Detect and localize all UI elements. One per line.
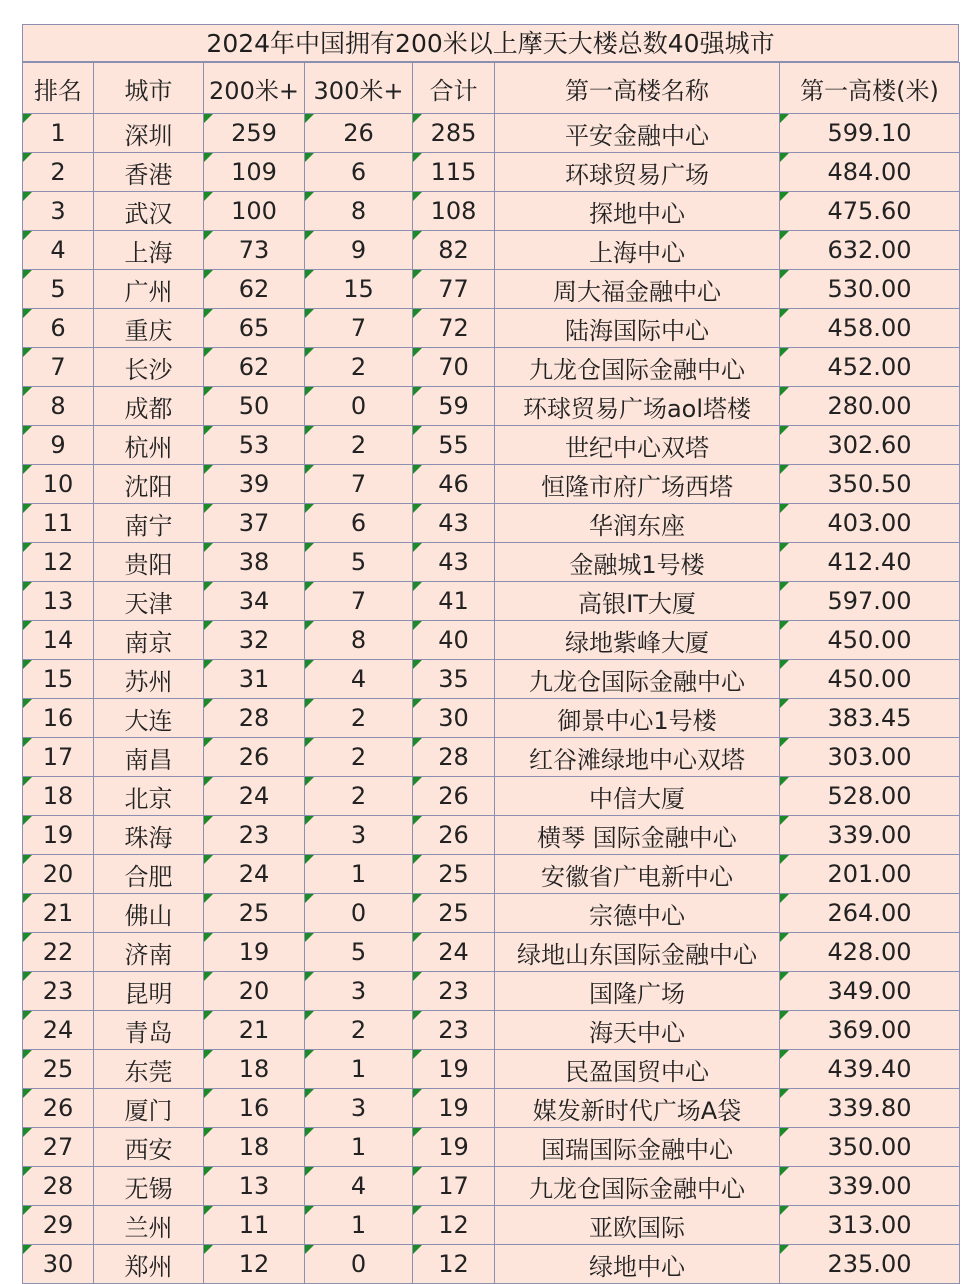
tallest-name-cell: 亚欧国际 xyxy=(495,1206,780,1245)
rank-cell: 1 xyxy=(23,114,94,153)
tallest-height-cell: 369.00 xyxy=(780,1011,960,1050)
rank-cell: 10 xyxy=(23,465,94,504)
count-300m-cell: 1 xyxy=(305,1128,413,1167)
rank-cell: 20 xyxy=(23,855,94,894)
table-row xyxy=(23,621,960,660)
total-cell: 43 xyxy=(413,543,495,582)
count-300m-cell: 5 xyxy=(305,933,413,972)
header-tallest-name: 第一高楼名称 xyxy=(495,63,780,114)
city-cell: 郑州 xyxy=(94,1245,204,1284)
rank-cell: 8 xyxy=(23,387,94,426)
tallest-name-cell: 华润东座 xyxy=(495,504,780,543)
total-cell: 55 xyxy=(413,426,495,465)
table-row xyxy=(23,348,960,387)
table-row xyxy=(23,1245,960,1284)
city-cell: 上海 xyxy=(94,231,204,270)
header-total: 合计 xyxy=(413,63,495,114)
count-300m-cell: 3 xyxy=(305,1089,413,1128)
tallest-name-cell: 绿地中心 xyxy=(495,1245,780,1284)
rank-cell: 26 xyxy=(23,1089,94,1128)
tallest-height-cell: 264.00 xyxy=(780,894,960,933)
tallest-height-cell: 599.10 xyxy=(780,114,960,153)
tallest-name-cell: 国瑞国际金融中心 xyxy=(495,1128,780,1167)
rank-cell: 16 xyxy=(23,699,94,738)
table-row xyxy=(23,1206,960,1245)
table-row xyxy=(23,270,960,309)
total-cell: 19 xyxy=(413,1089,495,1128)
city-cell: 珠海 xyxy=(94,816,204,855)
tallest-height-cell: 302.60 xyxy=(780,426,960,465)
rank-cell: 13 xyxy=(23,582,94,621)
count-300m-cell: 2 xyxy=(305,777,413,816)
table-row xyxy=(23,1050,960,1089)
count-200m-cell: 109 xyxy=(204,153,305,192)
tallest-height-cell: 484.00 xyxy=(780,153,960,192)
count-200m-cell: 16 xyxy=(204,1089,305,1128)
table-row xyxy=(23,1128,960,1167)
total-cell: 25 xyxy=(413,855,495,894)
tallest-name-cell: 世纪中心双塔 xyxy=(495,426,780,465)
count-300m-cell: 4 xyxy=(305,1167,413,1206)
count-200m-cell: 24 xyxy=(204,777,305,816)
total-cell: 72 xyxy=(413,309,495,348)
tallest-name-cell: 高银IT大厦 xyxy=(495,582,780,621)
table-body xyxy=(23,114,960,1284)
table-row xyxy=(23,1167,960,1206)
count-200m-cell: 20 xyxy=(204,972,305,1011)
city-cell: 苏州 xyxy=(94,660,204,699)
count-200m-cell: 25 xyxy=(204,894,305,933)
count-200m-cell: 21 xyxy=(204,1011,305,1050)
table-row xyxy=(23,777,960,816)
count-200m-cell: 23 xyxy=(204,816,305,855)
count-300m-cell: 6 xyxy=(305,504,413,543)
tallest-name-cell: 九龙仓国际金融中心 xyxy=(495,660,780,699)
table-row xyxy=(23,699,960,738)
total-cell: 43 xyxy=(413,504,495,543)
rank-cell: 6 xyxy=(23,309,94,348)
count-300m-cell: 0 xyxy=(305,1245,413,1284)
count-200m-cell: 39 xyxy=(204,465,305,504)
rank-cell: 23 xyxy=(23,972,94,1011)
total-cell: 285 xyxy=(413,114,495,153)
tallest-name-cell: 国隆广场 xyxy=(495,972,780,1011)
count-200m-cell: 26 xyxy=(204,738,305,777)
city-cell: 南昌 xyxy=(94,738,204,777)
rank-cell: 5 xyxy=(23,270,94,309)
total-cell: 17 xyxy=(413,1167,495,1206)
tallest-height-cell: 450.00 xyxy=(780,621,960,660)
city-cell: 重庆 xyxy=(94,309,204,348)
tallest-name-cell: 平安金融中心 xyxy=(495,114,780,153)
count-300m-cell: 26 xyxy=(305,114,413,153)
count-300m-cell: 2 xyxy=(305,738,413,777)
tallest-height-cell: 412.40 xyxy=(780,543,960,582)
rank-cell: 25 xyxy=(23,1050,94,1089)
tallest-height-cell: 303.00 xyxy=(780,738,960,777)
total-cell: 28 xyxy=(413,738,495,777)
tallest-name-cell: 恒隆市府广场西塔 xyxy=(495,465,780,504)
ranking-sheet xyxy=(22,24,959,1284)
city-cell: 北京 xyxy=(94,777,204,816)
city-cell: 合肥 xyxy=(94,855,204,894)
table-row xyxy=(23,153,960,192)
tallest-name-cell: 环球贸易广场 xyxy=(495,153,780,192)
tallest-height-cell: 475.60 xyxy=(780,192,960,231)
tallest-height-cell: 339.00 xyxy=(780,816,960,855)
header-200m: 200米+ xyxy=(204,63,305,114)
count-200m-cell: 31 xyxy=(204,660,305,699)
count-200m-cell: 34 xyxy=(204,582,305,621)
count-300m-cell: 15 xyxy=(305,270,413,309)
count-200m-cell: 32 xyxy=(204,621,305,660)
count-200m-cell: 38 xyxy=(204,543,305,582)
tallest-name-cell: 宗德中心 xyxy=(495,894,780,933)
city-cell: 长沙 xyxy=(94,348,204,387)
total-cell: 46 xyxy=(413,465,495,504)
city-cell: 天津 xyxy=(94,582,204,621)
table-row xyxy=(23,582,960,621)
count-300m-cell: 1 xyxy=(305,1206,413,1245)
total-cell: 41 xyxy=(413,582,495,621)
count-200m-cell: 13 xyxy=(204,1167,305,1206)
header-rank: 排名 xyxy=(23,63,94,114)
tallest-height-cell: 339.00 xyxy=(780,1167,960,1206)
count-300m-cell: 5 xyxy=(305,543,413,582)
count-300m-cell: 2 xyxy=(305,1011,413,1050)
tallest-name-cell: 安徽省广电新中心 xyxy=(495,855,780,894)
rank-cell: 18 xyxy=(23,777,94,816)
tallest-height-cell: 458.00 xyxy=(780,309,960,348)
tallest-height-cell: 201.00 xyxy=(780,855,960,894)
total-cell: 59 xyxy=(413,387,495,426)
rank-cell: 9 xyxy=(23,426,94,465)
tallest-name-cell: 周大福金融中心 xyxy=(495,270,780,309)
rank-cell: 22 xyxy=(23,933,94,972)
rank-cell: 27 xyxy=(23,1128,94,1167)
count-200m-cell: 50 xyxy=(204,387,305,426)
city-cell: 无锡 xyxy=(94,1167,204,1206)
count-300m-cell: 1 xyxy=(305,1050,413,1089)
tallest-name-cell: 媒发新时代广场A袋 xyxy=(495,1089,780,1128)
tallest-name-cell: 环球贸易广场aol塔楼 xyxy=(495,387,780,426)
total-cell: 19 xyxy=(413,1050,495,1089)
header-tallest-height: 第一高楼(米) xyxy=(780,63,960,114)
total-cell: 12 xyxy=(413,1206,495,1245)
tallest-name-cell: 红谷滩绿地中心双塔 xyxy=(495,738,780,777)
tallest-name-cell: 金融城1号楼 xyxy=(495,543,780,582)
city-cell: 厦门 xyxy=(94,1089,204,1128)
rank-cell: 14 xyxy=(23,621,94,660)
count-300m-cell: 1 xyxy=(305,855,413,894)
count-200m-cell: 19 xyxy=(204,933,305,972)
rank-cell: 24 xyxy=(23,1011,94,1050)
count-300m-cell: 8 xyxy=(305,621,413,660)
city-cell: 南宁 xyxy=(94,504,204,543)
total-cell: 12 xyxy=(413,1245,495,1284)
tallest-name-cell: 绿地山东国际金融中心 xyxy=(495,933,780,972)
tallest-height-cell: 313.00 xyxy=(780,1206,960,1245)
count-200m-cell: 12 xyxy=(204,1245,305,1284)
city-cell: 香港 xyxy=(94,153,204,192)
table-row xyxy=(23,231,960,270)
tallest-name-cell: 陆海国际中心 xyxy=(495,309,780,348)
total-cell: 23 xyxy=(413,1011,495,1050)
count-300m-cell: 0 xyxy=(305,387,413,426)
table-row xyxy=(23,816,960,855)
count-300m-cell: 4 xyxy=(305,660,413,699)
tallest-name-cell: 绿地紫峰大厦 xyxy=(495,621,780,660)
city-cell: 贵阳 xyxy=(94,543,204,582)
tallest-name-cell: 海天中心 xyxy=(495,1011,780,1050)
total-cell: 25 xyxy=(413,894,495,933)
city-cell: 佛山 xyxy=(94,894,204,933)
count-300m-cell: 7 xyxy=(305,582,413,621)
count-200m-cell: 24 xyxy=(204,855,305,894)
tallest-height-cell: 597.00 xyxy=(780,582,960,621)
total-cell: 30 xyxy=(413,699,495,738)
table-row xyxy=(23,972,960,1011)
table-title: 2024年中国拥有200米以上摩天大楼总数40强城市 xyxy=(22,24,959,62)
tallest-height-cell: 450.00 xyxy=(780,660,960,699)
table-row xyxy=(23,738,960,777)
tallest-height-cell: 350.50 xyxy=(780,465,960,504)
tallest-height-cell: 350.00 xyxy=(780,1128,960,1167)
total-cell: 108 xyxy=(413,192,495,231)
city-cell: 东莞 xyxy=(94,1050,204,1089)
rank-cell: 2 xyxy=(23,153,94,192)
count-300m-cell: 9 xyxy=(305,231,413,270)
count-300m-cell: 8 xyxy=(305,192,413,231)
city-cell: 昆明 xyxy=(94,972,204,1011)
tallest-name-cell: 九龙仓国际金融中心 xyxy=(495,1167,780,1206)
tallest-height-cell: 403.00 xyxy=(780,504,960,543)
rank-cell: 7 xyxy=(23,348,94,387)
tallest-name-cell: 中信大厦 xyxy=(495,777,780,816)
city-cell: 武汉 xyxy=(94,192,204,231)
count-200m-cell: 100 xyxy=(204,192,305,231)
total-cell: 82 xyxy=(413,231,495,270)
rank-cell: 15 xyxy=(23,660,94,699)
table-row xyxy=(23,426,960,465)
tallest-height-cell: 632.00 xyxy=(780,231,960,270)
rank-cell: 17 xyxy=(23,738,94,777)
total-cell: 77 xyxy=(413,270,495,309)
count-200m-cell: 65 xyxy=(204,309,305,348)
total-cell: 26 xyxy=(413,777,495,816)
rank-cell: 29 xyxy=(23,1206,94,1245)
city-cell: 成都 xyxy=(94,387,204,426)
count-200m-cell: 73 xyxy=(204,231,305,270)
table-row xyxy=(23,192,960,231)
city-cell: 大连 xyxy=(94,699,204,738)
tallest-name-cell: 横琴 国际金融中心 xyxy=(495,816,780,855)
table-row xyxy=(23,933,960,972)
count-300m-cell: 0 xyxy=(305,894,413,933)
city-cell: 济南 xyxy=(94,933,204,972)
city-cell: 兰州 xyxy=(94,1206,204,1245)
tallest-height-cell: 235.00 xyxy=(780,1245,960,1284)
header-city: 城市 xyxy=(94,63,204,114)
tallest-height-cell: 530.00 xyxy=(780,270,960,309)
table-row xyxy=(23,855,960,894)
tallest-name-cell: 探地中心 xyxy=(495,192,780,231)
table-row xyxy=(23,387,960,426)
tallest-height-cell: 528.00 xyxy=(780,777,960,816)
count-200m-cell: 53 xyxy=(204,426,305,465)
header-300m: 300米+ xyxy=(305,63,413,114)
rank-cell: 12 xyxy=(23,543,94,582)
count-200m-cell: 11 xyxy=(204,1206,305,1245)
count-200m-cell: 62 xyxy=(204,348,305,387)
count-300m-cell: 7 xyxy=(305,309,413,348)
count-300m-cell: 6 xyxy=(305,153,413,192)
table-row xyxy=(23,309,960,348)
header-row xyxy=(23,63,960,114)
table-row xyxy=(23,660,960,699)
total-cell: 26 xyxy=(413,816,495,855)
count-200m-cell: 37 xyxy=(204,504,305,543)
tallest-name-cell: 九龙仓国际金融中心 xyxy=(495,348,780,387)
rank-cell: 19 xyxy=(23,816,94,855)
total-cell: 23 xyxy=(413,972,495,1011)
city-cell: 杭州 xyxy=(94,426,204,465)
city-cell: 青岛 xyxy=(94,1011,204,1050)
count-300m-cell: 2 xyxy=(305,348,413,387)
tallest-name-cell: 民盈国贸中心 xyxy=(495,1050,780,1089)
table-row xyxy=(23,543,960,582)
table-row xyxy=(23,1011,960,1050)
city-cell: 沈阳 xyxy=(94,465,204,504)
tallest-height-cell: 452.00 xyxy=(780,348,960,387)
total-cell: 40 xyxy=(413,621,495,660)
rank-cell: 28 xyxy=(23,1167,94,1206)
count-300m-cell: 7 xyxy=(305,465,413,504)
tallest-height-cell: 339.80 xyxy=(780,1089,960,1128)
count-200m-cell: 28 xyxy=(204,699,305,738)
city-cell: 南京 xyxy=(94,621,204,660)
tallest-height-cell: 428.00 xyxy=(780,933,960,972)
total-cell: 115 xyxy=(413,153,495,192)
tallest-height-cell: 383.45 xyxy=(780,699,960,738)
count-300m-cell: 3 xyxy=(305,816,413,855)
tallest-height-cell: 280.00 xyxy=(780,387,960,426)
count-200m-cell: 62 xyxy=(204,270,305,309)
tallest-height-cell: 439.40 xyxy=(780,1050,960,1089)
table-row xyxy=(23,894,960,933)
total-cell: 24 xyxy=(413,933,495,972)
count-300m-cell: 2 xyxy=(305,699,413,738)
rank-cell: 3 xyxy=(23,192,94,231)
city-cell: 西安 xyxy=(94,1128,204,1167)
rank-cell: 4 xyxy=(23,231,94,270)
city-cell: 深圳 xyxy=(94,114,204,153)
rank-cell: 30 xyxy=(23,1245,94,1284)
tallest-height-cell: 349.00 xyxy=(780,972,960,1011)
ranking-table xyxy=(22,62,960,1284)
count-200m-cell: 18 xyxy=(204,1050,305,1089)
total-cell: 35 xyxy=(413,660,495,699)
city-cell: 广州 xyxy=(94,270,204,309)
table-row xyxy=(23,114,960,153)
rank-cell: 21 xyxy=(23,894,94,933)
rank-cell: 11 xyxy=(23,504,94,543)
count-300m-cell: 3 xyxy=(305,972,413,1011)
total-cell: 19 xyxy=(413,1128,495,1167)
tallest-name-cell: 御景中心1号楼 xyxy=(495,699,780,738)
count-300m-cell: 2 xyxy=(305,426,413,465)
table-row xyxy=(23,465,960,504)
table-row xyxy=(23,1089,960,1128)
count-200m-cell: 259 xyxy=(204,114,305,153)
table-row xyxy=(23,504,960,543)
tallest-name-cell: 上海中心 xyxy=(495,231,780,270)
total-cell: 70 xyxy=(413,348,495,387)
count-200m-cell: 18 xyxy=(204,1128,305,1167)
